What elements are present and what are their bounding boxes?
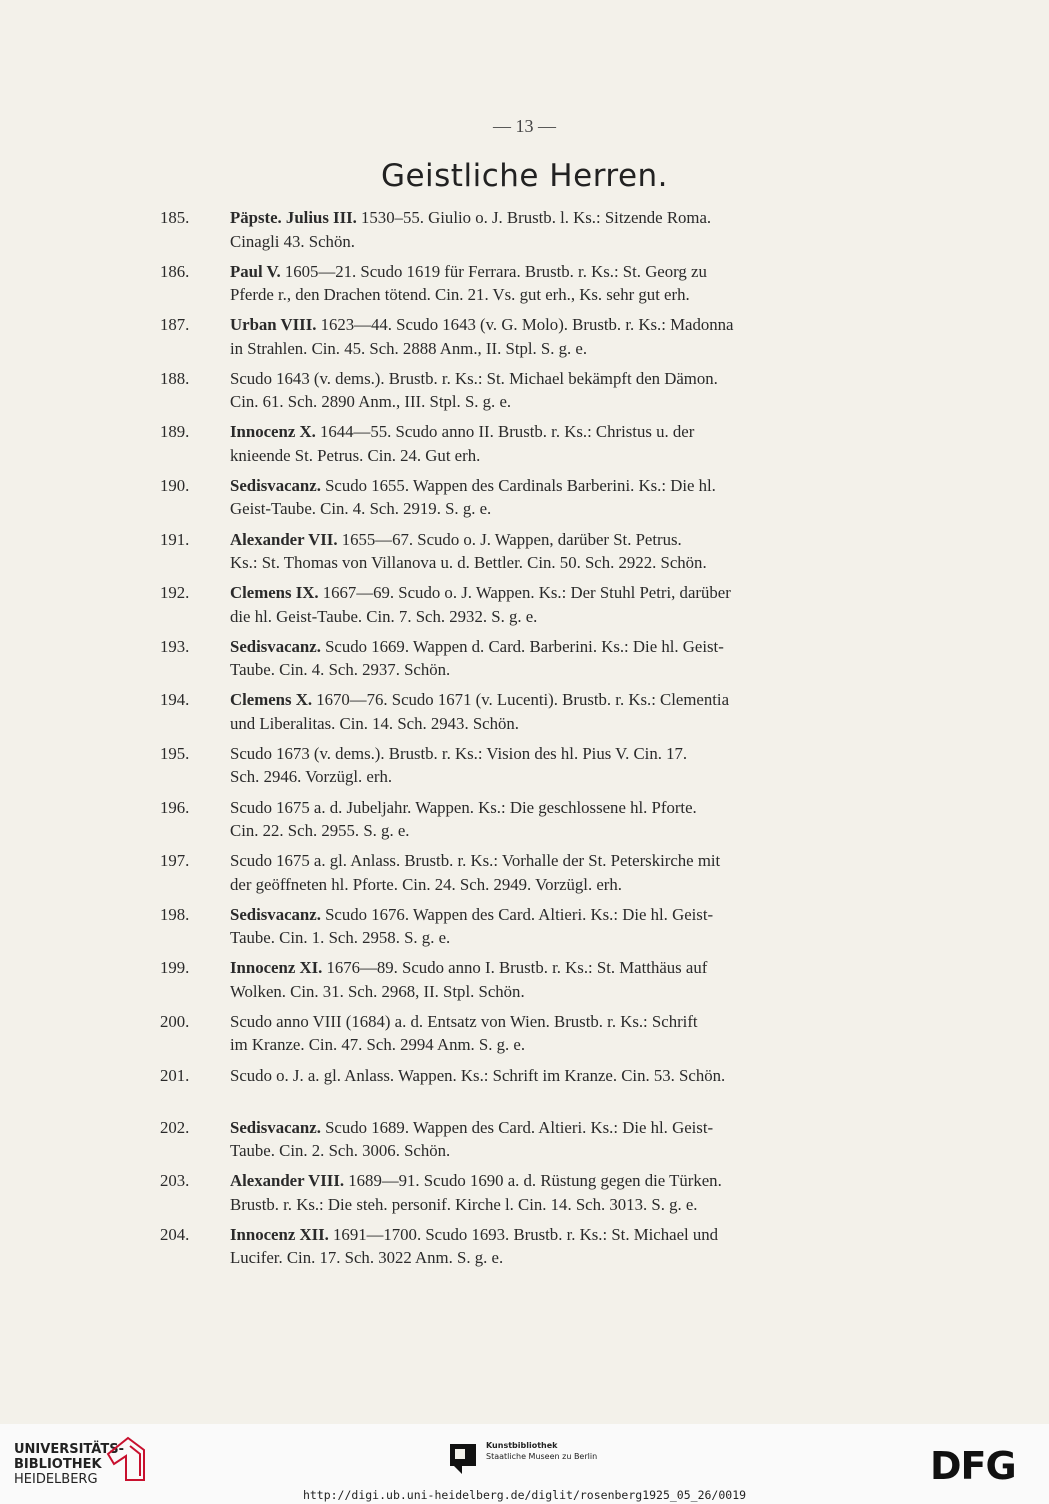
page-title: Geistliche Herren. (380, 158, 669, 194)
entry-text: 1644—55. Scudo anno II. Brustb. r. Ks.: Christus u. der (315, 422, 695, 442)
entry-heading: Innocenz X. (230, 422, 316, 442)
entry-text: Scudo anno VIII (1684) a. d. Entsatz von Wien. Brustb. r. Ks.: Schrift (230, 1011, 698, 1031)
entry-number: 193. (160, 636, 190, 656)
entry-number: 186. (160, 261, 190, 281)
entry-line-2: Lucifer. Cin. 17. Sch. 3022 Anm. S. g. e. (230, 1248, 504, 1268)
entry-line-1 (230, 260, 850, 284)
entry-number: 196. (160, 797, 190, 817)
entry-text: 1623—44. Scudo 1643 (v. G. Molo). Brustb. r. Ks.: Madonna (316, 315, 734, 335)
entry-line-2: der geöffneten hl. Pforte. Cin. 24. Sch. 2949. Vorzügl. erh. (230, 874, 622, 894)
entry-number: 197. (160, 851, 190, 871)
entry-heading: Päpste. Julius III. (230, 208, 357, 227)
entry-line-2: im Kranze. Cin. 47. Sch. 2994 Anm. S. g. e. (230, 1035, 526, 1055)
entry-line-2: die hl. Geist-Taube. Cin. 7. Sch. 2932. S. g. e. (230, 606, 538, 626)
entry-number: 203. (160, 1171, 190, 1191)
catalog-entry (160, 1169, 850, 1223)
kunstbibliothek-text[interactable] (486, 1440, 597, 1462)
entry-line-2: Taube. Cin. 4. Sch. 2937. Schön. (230, 660, 451, 680)
kb-line1: Kunstbibliothek (486, 1441, 558, 1450)
entry-line-2: Taube. Cin. 2. Sch. 3006. Schön. (230, 1141, 451, 1160)
entry-text: 1655—67. Scudo o. J. Wappen, darüber St. Petrus. (337, 529, 682, 549)
entry-number: 191. (160, 529, 190, 549)
entry-text: Scudo 1675 a. d. Jubeljahr. Wappen. Ks.: Die geschlossene hl. Pforte. (230, 797, 697, 817)
catalog-entry (160, 474, 850, 528)
kunstbibliothek-logo-icon (448, 1442, 478, 1476)
catalog-entry (160, 849, 850, 903)
entry-text: Scudo 1669. Wappen d. Card. Barberini. Ks.: Die hl. Geist- (320, 636, 724, 656)
entry-line-2: Geist-Taube. Cin. 4. Sch. 2919. S. g. e. (230, 499, 492, 519)
entry-line-1 (230, 528, 850, 552)
entry-heading: Sedisvacanz. (230, 475, 321, 495)
catalog-entry (160, 1116, 850, 1170)
entry-line-1 (230, 1169, 850, 1193)
catalog-entry (160, 903, 850, 957)
entry-text: 1676—89. Scudo anno I. Brustb. r. Ks.: St. Matthäus auf (322, 958, 708, 978)
footer (0, 1424, 1049, 1504)
entry-line-1 (230, 849, 850, 873)
kb-line2: Staatliche Museen zu Berlin (486, 1452, 598, 1461)
entry-text: Scudo 1675 a. gl. Anlass. Brustb. r. Ks.: Vorhalle der St. Peterskirche mit (230, 851, 721, 871)
entry-line-1 (230, 688, 850, 712)
entry-heading: Urban VIII. (230, 315, 317, 335)
entry-line-1 (230, 313, 850, 337)
entry-heading: Sedisvacanz. (230, 636, 321, 656)
entry-number: 199. (160, 958, 190, 978)
dfg-logo[interactable]: DFG (930, 1444, 1016, 1488)
ub-logo-line2: BIBLIOTHEK (14, 1457, 102, 1472)
entry-line-1 (230, 742, 850, 766)
entry-text: 1691—1700. Scudo 1693. Brustb. r. Ks.: St. Michael und (328, 1224, 719, 1244)
entry-line-2: Ks.: St. Thomas von Villanova u. d. Bettler. Cin. 50. Sch. 2922. Schön. (230, 553, 707, 573)
entry-text: 1670—76. Scudo 1671 (v. Lucenti). Brustb. r. Ks.: Clementia (312, 690, 730, 710)
catalog-entry (160, 1223, 850, 1277)
catalog-entry (160, 528, 850, 582)
catalog-entry (160, 742, 850, 796)
entry-heading: Alexander VII. (230, 529, 338, 549)
entry-line-1 (230, 1064, 850, 1088)
catalog-entry (160, 688, 850, 742)
entry-line-2: in Strahlen. Cin. 45. Sch. 2888 Anm., II. Stpl. S. g. e. (230, 338, 588, 358)
entry-line-1 (230, 1010, 850, 1034)
entry-number: 187. (160, 315, 190, 335)
entry-line-2: Cin. 22. Sch. 2955. S. g. e. (230, 821, 410, 841)
entry-heading: Sedisvacanz. (230, 1117, 321, 1137)
entry-number: 195. (160, 743, 190, 763)
page-number: — 13 — (493, 116, 556, 136)
entry-heading: Clemens X. (230, 690, 313, 710)
entry-line-2: Pferde r., den Drachen tötend. Cin. 21. Vs. gut erh., Ks. sehr gut erh. (230, 285, 690, 305)
entry-line-1 (230, 635, 850, 659)
entry-text: 1605—21. Scudo 1619 für Ferrara. Brustb. r. Ks.: St. Georg zu (280, 261, 707, 281)
entry-line-1 (230, 1223, 850, 1247)
entry-line-2: Brustb. r. Ks.: Die steh. personif. Kirche l. Cin. 14. Sch. 3013. S. g. e. (230, 1194, 698, 1214)
entry-number: 202. (160, 1117, 190, 1137)
entry-number: 201. (160, 1065, 190, 1085)
entry-line-2: knieende St. Petrus. Cin. 24. Gut erh. (230, 445, 481, 465)
entry-number: 198. (160, 904, 190, 924)
entry-line-2: Taube. Cin. 1. Sch. 2958. S. g. e. (230, 928, 451, 948)
source-url[interactable]: http://digi.ub.uni-heidelberg.de/diglit/rosenberg1925_05_26/0019 (302, 1488, 747, 1502)
catalog-entry (160, 581, 850, 635)
entry-line-2: Wolken. Cin. 31. Sch. 2968, II. Stpl. Schön. (230, 981, 525, 1001)
ub-logo-line1: UNIVERSITÄTS- (14, 1442, 124, 1457)
ub-emblem-icon (104, 1434, 148, 1484)
entry-line-2: Cin. 61. Sch. 2890 Anm., III. Stpl. S. g. e. (230, 392, 512, 412)
entry-number: 188. (160, 368, 190, 388)
entry-heading: Alexander VIII. (230, 1171, 345, 1191)
entry-line-2: Sch. 2946. Vorzügl. erh. (230, 767, 393, 787)
entry-number: 204. (160, 1224, 190, 1244)
entry-text: Scudo o. J. a. gl. Anlass. Wappen. Ks.: Schrift im Kranze. Cin. 53. Schön. (230, 1065, 726, 1085)
entry-line-1 (230, 581, 850, 605)
entry-number: 189. (160, 422, 190, 442)
entry-heading: Sedisvacanz. (230, 904, 321, 924)
entry-heading: Innocenz XI. (230, 958, 323, 978)
entry-line-1 (230, 367, 850, 391)
catalog-entry (160, 260, 850, 314)
entry-line-2: Cinagli 43. Schön. (230, 231, 355, 251)
catalog-entry (160, 796, 850, 850)
catalog-entry (160, 1010, 850, 1064)
entry-line-1 (230, 903, 850, 927)
catalog-entries (160, 206, 850, 1276)
entry-number: 192. (160, 583, 190, 603)
catalog-entry (160, 367, 850, 421)
entry-line-1 (230, 420, 850, 444)
entry-line-2: und Liberalitas. Cin. 14. Sch. 2943. Schön. (230, 713, 519, 733)
entry-text: Scudo 1676. Wappen des Card. Altieri. Ks.: Die hl. Geist- (320, 904, 714, 924)
entry-number: 200. (160, 1011, 190, 1031)
entry-number: 190. (160, 475, 190, 495)
entry-line-1 (230, 956, 850, 980)
entry-line-1 (230, 474, 850, 498)
entry-line-1 (230, 1116, 850, 1140)
entry-number: 185. (160, 208, 190, 227)
entry-heading: Clemens IX. (230, 583, 319, 603)
catalog-entry (160, 420, 850, 474)
entry-line-1 (230, 796, 850, 820)
ub-logo-line3: HEIDELBERG (14, 1472, 98, 1487)
entry-text: Scudo 1689. Wappen des Card. Altieri. Ks.: Die hl. Geist- (320, 1117, 714, 1137)
entry-line-1 (230, 206, 850, 230)
entry-text: 1689—91. Scudo 1690 a. d. Rüstung gegen die Türken. (344, 1171, 722, 1191)
entry-heading: Paul V. (230, 261, 281, 281)
catalog-entry (160, 313, 850, 367)
entry-text: Scudo 1655. Wappen des Cardinals Barberini. Ks.: Die hl. (320, 475, 716, 495)
entry-number: 194. (160, 690, 190, 710)
entry-text: 1530–55. Giulio o. J. Brustb. l. Ks.: Sitzende Roma. (356, 208, 712, 227)
entry-heading: Innocenz XII. (230, 1224, 329, 1244)
catalog-entry (160, 956, 850, 1010)
entry-text: Scudo 1643 (v. dems.). Brustb. r. Ks.: St. Michael bekämpft den Dämon. (230, 368, 718, 388)
catalog-entry (160, 206, 850, 260)
catalog-entry (160, 1064, 850, 1116)
catalog-entry (160, 635, 850, 689)
entry-text: 1667—69. Scudo o. J. Wappen. Ks.: Der Stuhl Petri, darüber (318, 583, 731, 603)
entry-text: Scudo 1673 (v. dems.). Brustb. r. Ks.: Vision des hl. Pius V. Cin. 17. (230, 743, 688, 763)
